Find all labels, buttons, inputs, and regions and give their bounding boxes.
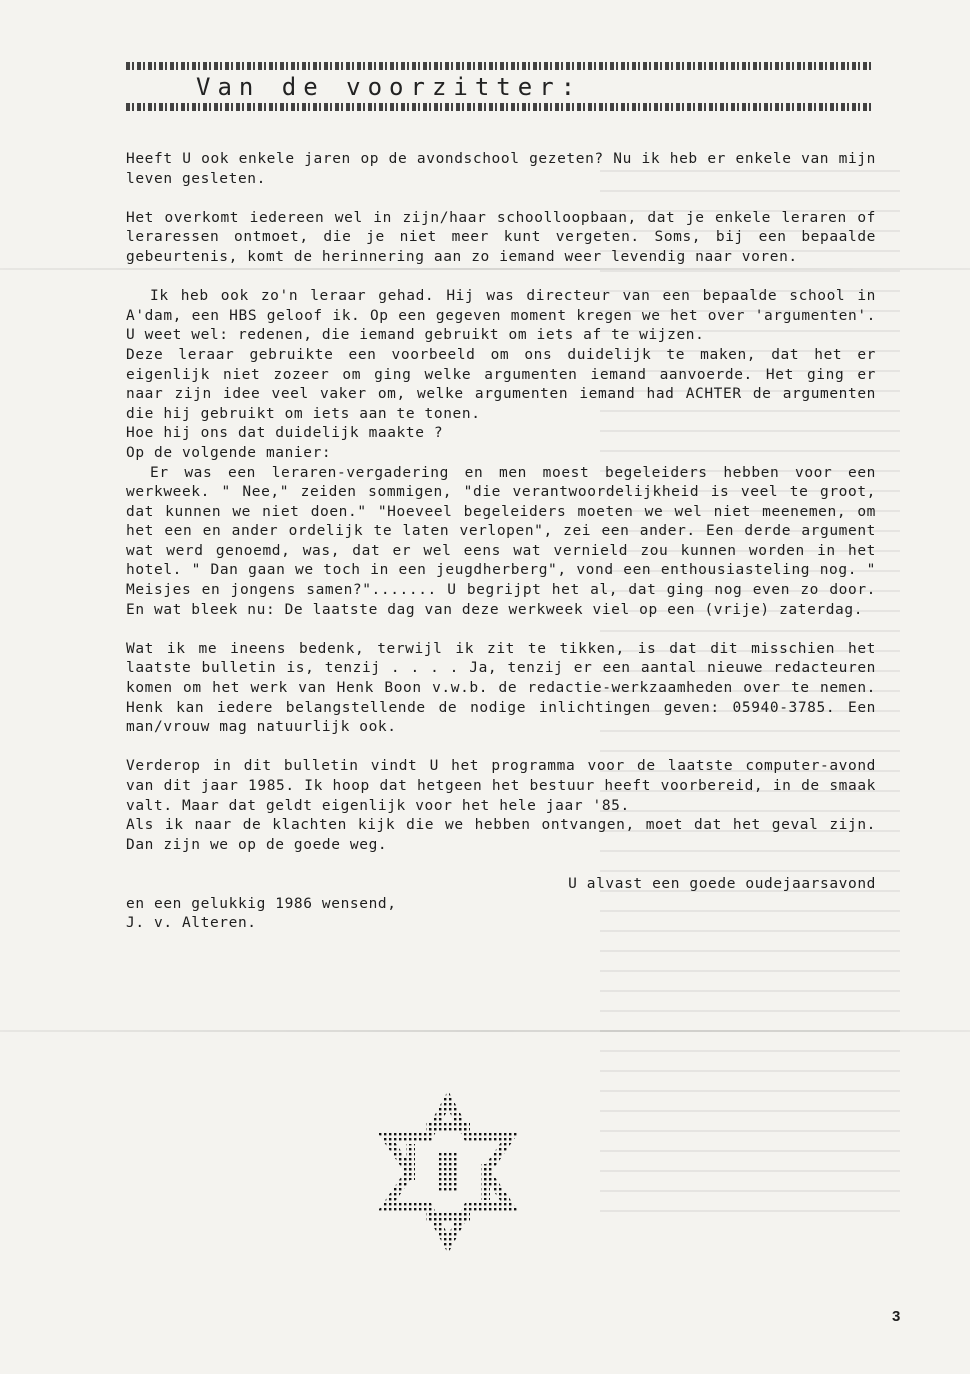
paragraph: Er was een leraren-vergadering en men moest begeleiders hebben voor een werkweek. " Nee," zeiden sommigen, "die verantwoordelijkheid is veel te groot, dat kunnen we niet doen." "Hoeveel begeleiders moeten we wel niet meenemen, om het een en ander ordelijk te laten verlopen", zei een ander. Een derde argument wat werd genoemd, was, dat er wel eens wat vernield zou kunnen worden in het hotel. " Dan gaan we toch in een jeugdherberg", vond een enthousiasteling nog. " Meisjes en jongens samen?"....... U begrijpt het al, dat ging nog even zo door. En wat bleek nu: De laatste dag van deze werkweek viel op een (vrije) zaterdag. bbox=[126, 464, 876, 618]
header-rule-top bbox=[126, 62, 874, 70]
paragraph: Ik heb ook zo'n leraar gehad. Hij was directeur van een bepaalde school in A'dam, een HBS geloof ik. Op een gegeven moment kregen we het over 'argumenten'. U weet wel: redenen, die iemand gebruikt om iets af te wijzen. bbox=[126, 288, 876, 344]
closing-line: en een gelukkig 1986 wensend, bbox=[126, 895, 397, 912]
paragraph: Het overkomt iedereen wel in zijn/haar schoolloopbaan, dat je enkele leraren of leraressen ontmoet, die je niet meer kunt vergeten. Soms, bij een bepaalde gebeurtenis, komt de herinnering aan zo iemand weer levendig naar voren. bbox=[126, 209, 876, 265]
paragraph-intro: Heeft U ook enkele jaren op de avondschool gezeten? Nu ik heb er enkele van mijn leven gesleten. bbox=[126, 151, 876, 187]
header-rule-bottom bbox=[126, 103, 874, 111]
paragraph: Als ik naar de klachten kijk die we hebben ontvangen, moet dat het geval zijn. Dan zijn we op de goede weg. bbox=[126, 817, 876, 853]
paragraph: Verderop in dit bulletin vindt U het programma voor de laatste computer-avond van dit jaar 1985. Ik hoop dat hetgeen het bestuur heeft voorbereid, in de smaak valt. Maar dat geldt eigenlijk voor het hele jaar '85. bbox=[126, 758, 876, 814]
letter-body bbox=[126, 150, 876, 934]
paragraph: Op de volgende manier: bbox=[126, 444, 332, 461]
paragraph: Wat ik me ineens bedenk, terwijl ik zit te tikken, is dat dit misschien het laatste bulletin is, tenzij . . . . Ja, tenzij er een aantal nieuwe redacteuren komen om het werk van Henk Boon v.w.b. de redactie-werkzaamheden over te nemen. Henk kan iedere belangstellende de nodige inlichtingen geven: 05940-3785. Een man/vrouw mag natuurlijk ook. bbox=[126, 640, 876, 736]
closing-line: U alvast een goede oudejaarsavond bbox=[568, 875, 876, 892]
page-title: Van de voorzitter: bbox=[196, 73, 583, 101]
signature: J. v. Alteren. bbox=[126, 915, 257, 932]
paragraph: Deze leraar gebruikte een voorbeeld om ons duidelijk te maken, dat het er eigenlijk niet zozeer om ging welke argumenten iemand aanvoerde. Het ging er naar zijn idee veel vaker om, welke argumenten iemand had ACHTER de argumenten die hij gebruikt om iets aan te tonen. bbox=[126, 346, 876, 422]
paragraph: Hoe hij ons dat duidelijk maakte ? bbox=[126, 425, 444, 442]
dotted-star-ornament-icon bbox=[368, 1092, 528, 1252]
page-number: 3 bbox=[892, 1308, 901, 1325]
